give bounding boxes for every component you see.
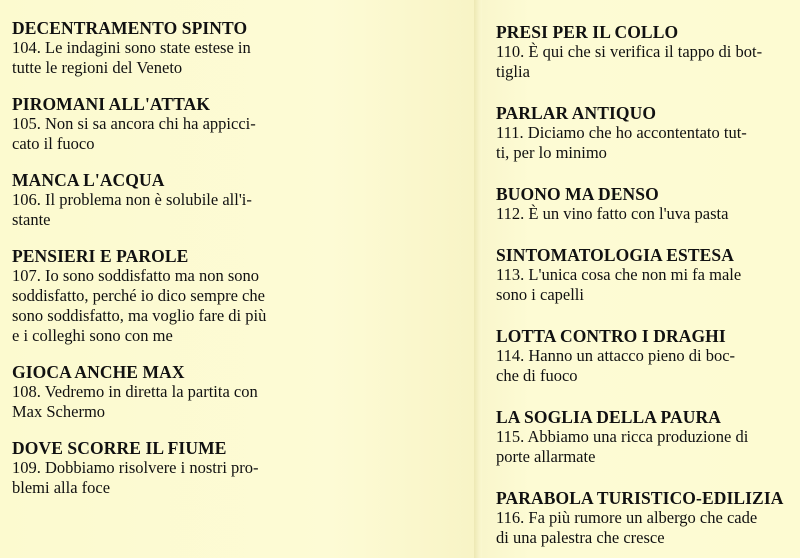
entry-text: 106. Il problema non è solubile all'i- stante bbox=[12, 190, 252, 229]
entry-title: LA SOGLIA DELLA PAURA bbox=[496, 407, 721, 427]
entry-title: MANCA L'ACQUA bbox=[12, 170, 165, 190]
entry-111 bbox=[496, 103, 800, 163]
entry-107 bbox=[12, 246, 474, 346]
entry-109 bbox=[12, 438, 474, 498]
entry-113 bbox=[496, 245, 800, 305]
entry-text: 116. Fa più rumore un albergo che cade di una palestra che cresce bbox=[496, 508, 758, 547]
entry-text: 108. Vedremo in diretta la partita con Max Schermo bbox=[12, 382, 258, 421]
entry-text: 113. L'unica cosa che non mi fa male sono i capelli bbox=[496, 265, 742, 304]
entry-104 bbox=[12, 18, 474, 78]
entry-text: 104. Le indagini sono state estese in tutte le regioni del Veneto bbox=[12, 38, 251, 77]
entry-title: LOTTA CONTRO I DRAGHI bbox=[496, 326, 726, 346]
right-page bbox=[482, 0, 800, 558]
entry-115 bbox=[496, 407, 800, 467]
entry-title: BUONO MA DENSO bbox=[496, 184, 659, 204]
entry-title: GIOCA ANCHE MAX bbox=[12, 362, 185, 382]
entry-title: DECENTRAMENTO SPINTO bbox=[12, 18, 248, 38]
entry-106 bbox=[12, 170, 474, 230]
entry-title: PENSIERI E PAROLE bbox=[12, 246, 189, 266]
entry-text: 105. Non si sa ancora chi ha appicci- cato il fuoco bbox=[12, 114, 256, 153]
entry-text: 112. È un vino fatto con l'uva pasta bbox=[496, 204, 729, 223]
entry-text: 114. Hanno un attacco pieno di boc- che di fuoco bbox=[496, 346, 736, 385]
entry-title: PARABOLA TURISTICO-EDILIZIA bbox=[496, 488, 784, 508]
entry-114 bbox=[496, 326, 800, 386]
entry-text: 107. Io sono soddisfatto ma non sono soddisfatto, perché io dico sempre che sono soddisfatto, ma voglio fare di più e i colleghi sono con me bbox=[12, 266, 267, 345]
entry-title: DOVE SCORRE IL FIUME bbox=[12, 438, 227, 458]
entry-108 bbox=[12, 362, 474, 422]
entry-105 bbox=[12, 94, 474, 154]
entry-title: PIROMANI ALL'ATTAK bbox=[12, 94, 211, 114]
entry-text: 111. Diciamo che ho accontentato tut- ti, per lo minimo bbox=[496, 123, 747, 162]
entry-title: PRESI PER IL COLLO bbox=[496, 22, 679, 42]
entry-116 bbox=[496, 488, 800, 548]
entry-112 bbox=[496, 184, 800, 224]
entry-110 bbox=[496, 22, 800, 82]
entry-title: PARLAR ANTIQUO bbox=[496, 103, 657, 123]
entry-title: SINTOMATOLOGIA ESTESA bbox=[496, 245, 734, 265]
book-gutter bbox=[474, 0, 482, 558]
entry-text: 109. Dobbiamo risolvere i nostri pro- blemi alla foce bbox=[12, 458, 259, 497]
entry-text: 115. Abbiamo una ricca produzione di porte allarmate bbox=[496, 427, 749, 466]
entry-text: 110. È qui che si verifica il tappo di bot- tiglia bbox=[496, 42, 763, 81]
